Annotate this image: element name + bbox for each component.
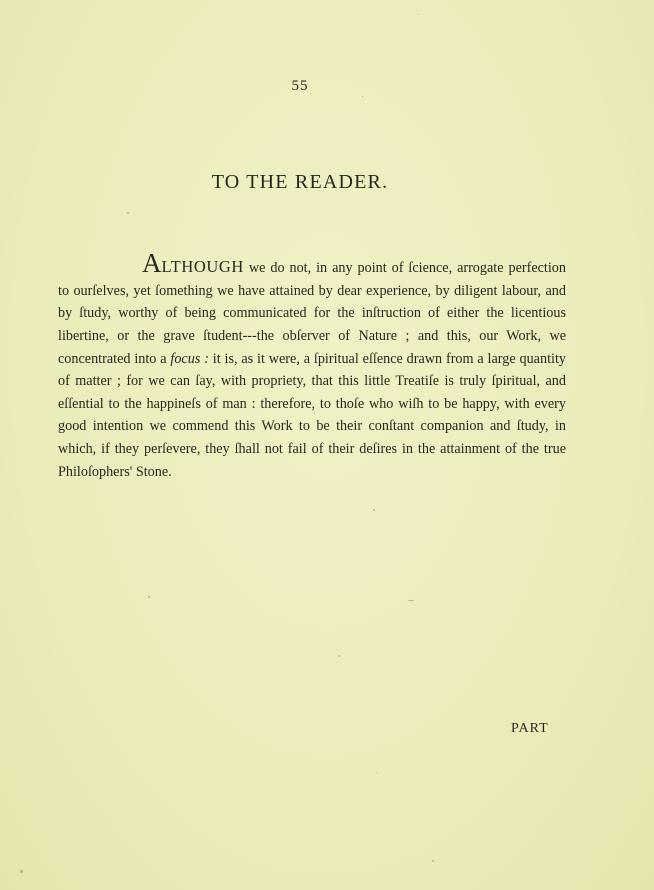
italic-focus-word: focus : (170, 350, 209, 367)
paper-speck (127, 212, 129, 214)
paper-speck (376, 772, 377, 773)
text-before-focus: we do not, in any point of ſcience, arrogate perfection to ourſelves, yet ſomething we have attained by dear experience, by diligent labour, and by ſtudy, worthy of being communicated for the inſtruction of either the licentious libertine, or the grave ſtudent---the obſerver of Nature ; and this, our Work, we concentrated into a (58, 260, 566, 367)
paper-speck (148, 596, 150, 598)
paper-speck (408, 600, 414, 601)
paper-speck (418, 14, 419, 15)
paper-speck (20, 870, 23, 873)
paper-speck (338, 655, 340, 657)
body-paragraph (58, 250, 566, 483)
paper-speck (373, 509, 375, 511)
page-number: 55 (291, 78, 309, 94)
text-after-focus: it is, as it were, a ſpiritual eſſence drawn from a large quantity of matter ; for we can ſay, with propriety, that this little Treatiſe is truly ſpiritual, and eſſential to the happineſs of man : therefore, to thoſe who wiſh to be happy, with every good intention we commend this Work to be their conſtant companion and ſtudy, in which, if they perſevere, they ſhall not fail of their deſires in the attainment of the true Philoſophers' Stone. (58, 350, 566, 480)
opening-small-caps: LTHOUGH (161, 257, 244, 277)
initial-capital: A (142, 248, 162, 279)
paper-speck (432, 860, 434, 862)
section-heading: TO THE READER. (211, 171, 389, 193)
paper-speck (362, 96, 363, 97)
catchword: PART (511, 721, 549, 736)
